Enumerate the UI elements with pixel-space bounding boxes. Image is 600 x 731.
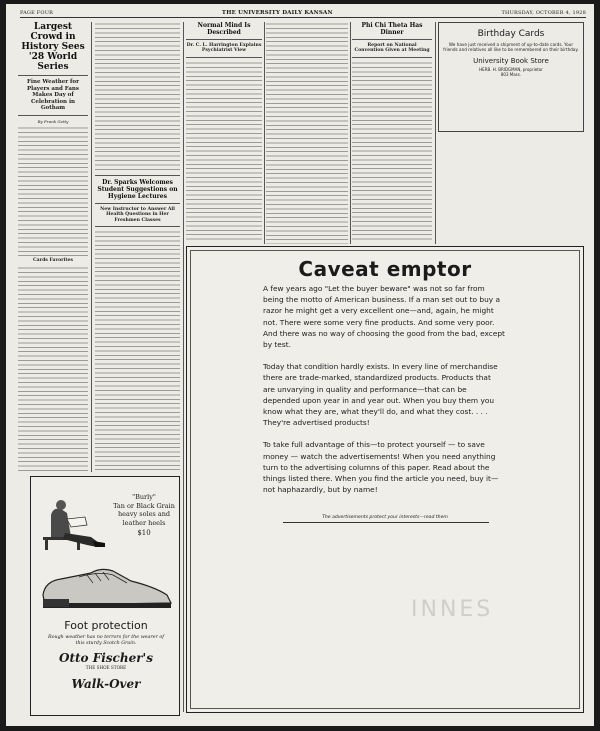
bleed-through-text: INNES: [411, 597, 494, 622]
ad-title: Caveat emptor: [298, 257, 472, 281]
product-desc-3: leather heels: [122, 518, 166, 527]
ad-title: Birthday Cards: [477, 29, 545, 39]
article-section-heading: Cards Favorites: [33, 257, 73, 263]
article-subhead: Dr. C. L. Harrington Explains Psychiatrist View: [186, 43, 262, 54]
article-column-four: [266, 22, 348, 244]
column-rule: [264, 22, 265, 244]
ad-headline: Foot protection: [64, 619, 148, 632]
article-headline: Dr. Sparks Welcomes Student Suggestions on Hygiene Lectures: [97, 179, 178, 200]
shoe-advertisement: [30, 476, 180, 716]
article-body-text: [95, 230, 180, 470]
product-name: "Burly": [132, 493, 156, 501]
column-rule: [91, 22, 92, 472]
ad-paragraph-2: Today that condition hardly exists. In every line of merchandise there are trade-marked, standardized products. Products that are unvarying in quality and performance—that can be depended upon year in and year out. When you buy them you know what they are, what they'll do, and what they cost. . . . They're advertised products!: [263, 362, 498, 428]
shoe-illustration-icon: [39, 561, 175, 611]
ad-body: [263, 283, 505, 506]
article-body-text: [18, 266, 88, 472]
column-rule: [435, 22, 436, 244]
product-desc-1: Tan or Black Grain: [113, 501, 175, 510]
product-details: [111, 493, 177, 538]
ad-paragraph-3: To take full advantage of this—to protect yourself — to save money — watch the advertisements! When you need anything turn to the advertising columns of this paper. Read about the things listed there. When you find the article you need, buy it—not haphazardly, but by name!: [263, 440, 499, 495]
article-body-text: [352, 61, 432, 241]
ad-paragraph-1: A few years ago "Let the buyer beware" was not so far from being the motto of American business. If a man set out to buy a razor he might get a very excellent one—and, again, he might not. There were some very fine products. And some very poor. And there was no way of choosing the good from the bad, except by test.: [263, 284, 505, 350]
ad-proprietor: HERB. H. BRIDGMAN, proprietor: [479, 67, 543, 73]
article-phi-chi-theta: [352, 22, 432, 244]
page-number: PAGE FOUR: [20, 9, 54, 16]
issue-date: THURSDAY, OCTOBER 4, 1928: [501, 9, 586, 16]
man-reading-illustration-icon: [41, 497, 107, 551]
article-world-series: [18, 22, 88, 472]
article-headline: Phi Chi Theta Has Dinner: [361, 22, 423, 36]
ad-store-name: Otto Fischer's: [59, 651, 153, 665]
ad-store-name: University Book Store: [473, 57, 549, 66]
article-normal-mind: [186, 22, 262, 244]
product-desc-2: heavy soles and: [117, 510, 171, 518]
birthday-cards-ad: [438, 22, 584, 132]
ad-address: 803 Mass.: [500, 72, 522, 78]
ad-footer: The advertisements protect your interests—read them: [322, 515, 448, 520]
ad-text: We have just received a shipment of up-to-date cards. Your friends and relatives all like to be remembered on their birthday.: [443, 42, 579, 53]
masthead: [20, 8, 586, 18]
article-body-text: [18, 126, 88, 256]
article-subhead: New Instructor to Answer All Health Questions in Her Freshmen Classes: [100, 207, 175, 223]
ad-brand-name: Walk-Over: [71, 677, 141, 691]
article-byline: By Frank Getty: [37, 118, 69, 124]
article-body-text: [95, 22, 180, 172]
article-headline: Largest Crowd in History Sees '28 World Series: [21, 22, 85, 72]
article-subhead: Report on National Convention Given at Meeting: [354, 43, 430, 54]
article-headline: Normal Mind Is Described: [197, 22, 251, 36]
article-body-text: [266, 22, 348, 244]
ad-subtext: Rough weather has no terrors for the wearer of this sturdy Scotch Grain.: [48, 635, 164, 646]
ad-store-subtitle: THE SHOE STORE: [85, 665, 127, 670]
column-rule: [350, 22, 351, 244]
caveat-emptor-ad: [186, 246, 584, 713]
article-body-text: [186, 61, 262, 241]
product-price: $10: [137, 529, 151, 537]
newspaper-page: [6, 4, 594, 726]
article-subhead: Fine Weather for Players and Fans Makes Day of Celebration in Gotham: [27, 79, 79, 111]
column-rule: [183, 22, 184, 712]
footer-rule: [283, 522, 489, 523]
article-continued: [95, 22, 180, 472]
newspaper-title: THE UNIVERSITY DAILY KANSAN: [221, 9, 333, 16]
